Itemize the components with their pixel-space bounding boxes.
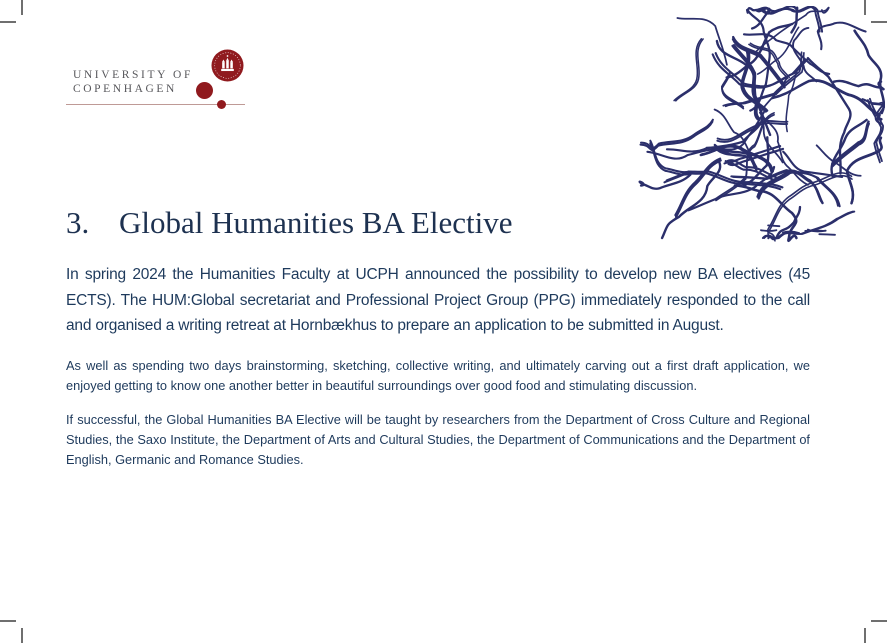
logo-line-1: UNIVERSITY OF <box>73 69 193 81</box>
crop-mark-top-left-vertical <box>21 0 23 15</box>
university-of-copenhagen-logo <box>66 46 248 112</box>
logo-wordmark <box>73 68 193 96</box>
paragraph-retreat: As well as spending two days brainstorming, sketching, collective writing, and ultimately carving out a first draft application, we enjoyed getting to know one another better in beautiful surroundings over good food and stimulating discussion. <box>66 357 810 393</box>
crop-mark-top-left-horizontal <box>0 21 16 23</box>
crop-mark-bottom-right-horizontal <box>871 620 887 622</box>
logo-small-dot <box>217 100 226 109</box>
university-seal-icon <box>211 49 244 82</box>
section-heading <box>66 205 810 241</box>
main-content <box>66 205 810 470</box>
paragraph-departments: If successful, the Global Humanities BA Elective will be taught by researchers from the Department of Cross Culture and Regional Studies, the Saxo Institute, the Department of Arts and Cultural Studies, the Department of Communications and the Department of English, Germanic and Romance Studies. <box>66 411 810 467</box>
section-title: Global Humanities BA Elective <box>119 205 513 240</box>
crop-mark-bottom-left-horizontal <box>0 620 16 622</box>
logo-line-2: COPENHAGEN <box>73 83 177 95</box>
crop-mark-bottom-right-vertical <box>864 628 866 643</box>
logo-large-dot <box>196 82 213 99</box>
paragraph-intro: In spring 2024 the Humanities Faculty at UCPH announced the possibility to develop new BA electives (45 ECTS). The HUM:Global secretariat and Professional Project Group (PPG) immediately responded to the call and organised a writing retreat at Hornbækhus to prepare an application to be submitted in August. <box>66 266 810 334</box>
section-number: 3. <box>66 205 90 240</box>
crop-mark-bottom-left-vertical <box>21 628 23 643</box>
